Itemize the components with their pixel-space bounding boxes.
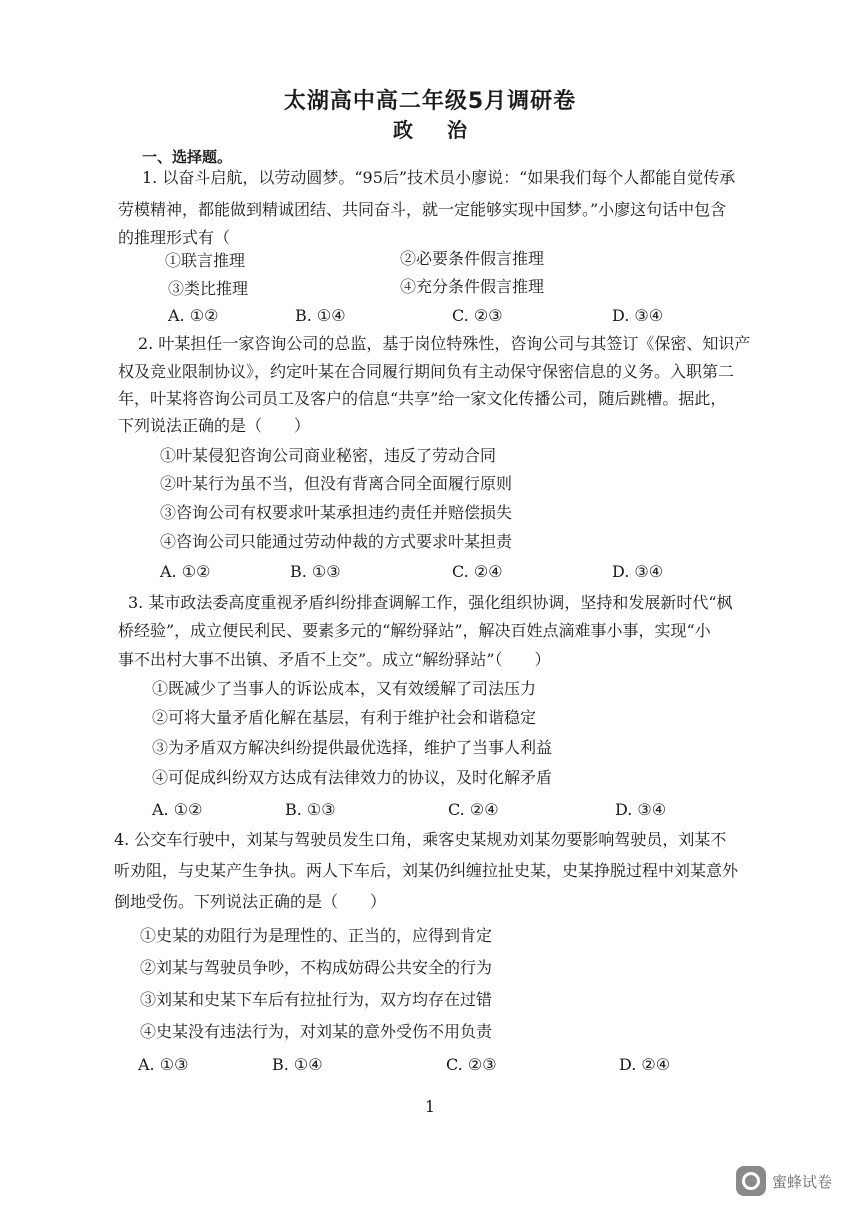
question-text-line: 1. 以奋斗启航，以劳动圆梦。“95后”技术员小廖说：“如果我们每个人都能自觉传承 [142,168,736,187]
question-text-line: 倒地受伤。下列说法正确的是（ ） [114,892,387,911]
answer-c: C. ②④ [452,562,503,581]
option-4: ④可促成纠纷双方达成有法律效力的协议，及时化解矛盾 [152,768,553,787]
answer-d: D. ③④ [615,800,667,819]
answer-c: C. ②③ [446,1055,497,1074]
option-2: ②必要条件假言推理 [400,249,545,268]
option-2: ②可将大量矛盾化解在基层，有利于维护社会和谐稳定 [152,708,537,727]
option-3: ③类比推理 [168,279,249,298]
answer-b: B. ①④ [295,306,346,325]
page-number: 1 [424,1097,436,1116]
option-2: ②刘某与驾驶员争吵，不构成妨碍公共安全的行为 [140,958,493,977]
watermark [736,1166,832,1196]
answer-c: C. ②③ [452,306,503,325]
page-title: 太湖高中高二年级5月调研卷 [283,89,577,114]
question-text-line: 下列说法正确的是（ ） [118,416,311,435]
answer-b: B. ①③ [285,800,336,819]
watermark-text: 蜜蜂试卷 [771,1172,832,1191]
option-1: ①叶某侵犯咨询公司商业秘密，违反了劳动合同 [160,446,497,465]
option-4: ④充分条件假言推理 [400,277,545,296]
option-1: ①联言推理 [165,251,246,270]
answer-b: B. ①④ [272,1055,323,1074]
question-text-line: 4. 公交车行驶中，刘某与驾驶员发生口角，乘客史某规劝刘某勿要影响驾驶员，刘某不 [114,830,727,849]
question-text-line: 的推理形式有（ [118,228,231,247]
question-text-line: 听劝阻，与史某产生争执。两人下车后，刘某仍纠缠拉扯史某，史某挣脱过程中刘某意外 [114,861,739,880]
answer-b: B. ①③ [290,562,341,581]
option-3: ③咨询公司有权要求叶某承担违约责任并赔偿损失 [160,503,513,522]
question-text-line: 年，叶某将咨询公司员工及客户的信息“共享”给一家文化传播公司，随后跳槽。据此， [118,389,727,408]
section-heading: 一、选择题。 [142,148,233,166]
answer-a: A. ①② [160,562,211,581]
question-text-line: 权及竞业限制协议》，约定叶某在合同履行期间负有主动保守保密信息的义务。入职第二 [118,362,735,381]
option-2: ②叶某行为虽不当，但没有背离合同全面履行原则 [160,474,513,493]
option-3: ③刘某和史某下车后有拉扯行为，双方均存在过错 [140,990,493,1009]
watermark-logo-icon [736,1166,766,1196]
answer-d: D. ③④ [612,306,664,325]
question-text-line: 桥经验”，成立便民利民、要素多元的“解纷驿站”，解决百姓点滴难事小事，实现“小 [118,621,711,640]
answer-d: D. ②④ [619,1055,671,1074]
option-1: ①既减少了当事人的诉讼成本，又有效缓解了司法压力 [152,679,537,698]
answer-a: A. ①② [168,306,219,325]
option-4: ④史某没有违法行为，对刘某的意外受伤不用负责 [140,1022,493,1041]
question-text-line: 3. 某市政法委高度重视矛盾纠纷排查调解工作，强化组织协调，坚持和发展新时代“枫 [128,593,733,612]
option-1: ①史某的劝阻行为是理性的、正当的，应得到肯定 [140,926,493,945]
subject-heading: 政治 [393,118,501,142]
answer-a: A. ①② [152,800,203,819]
question-text-line: 2. 叶某担任一家咨询公司的总监，基于岗位特殊性，咨询公司与其签订《保密、知识产 [138,334,751,353]
answer-d: D. ③④ [612,562,664,581]
question-text-line: 劳模精神，都能做到精诚团结、共同奋斗，就一定能够实现中国梦。”小廖这句话中包含 [118,200,727,219]
option-4: ④咨询公司只能通过劳动仲裁的方式要求叶某担责 [160,532,513,551]
option-3: ③为矛盾双方解决纠纷提供最优选择，维护了当事人利益 [152,738,553,757]
answer-a: A. ①③ [138,1055,189,1074]
question-text-line: 事不出村大事不出镇、矛盾不上交”。成立“解纷驿站”（ ） [118,650,551,669]
answer-c: C. ②④ [448,800,499,819]
